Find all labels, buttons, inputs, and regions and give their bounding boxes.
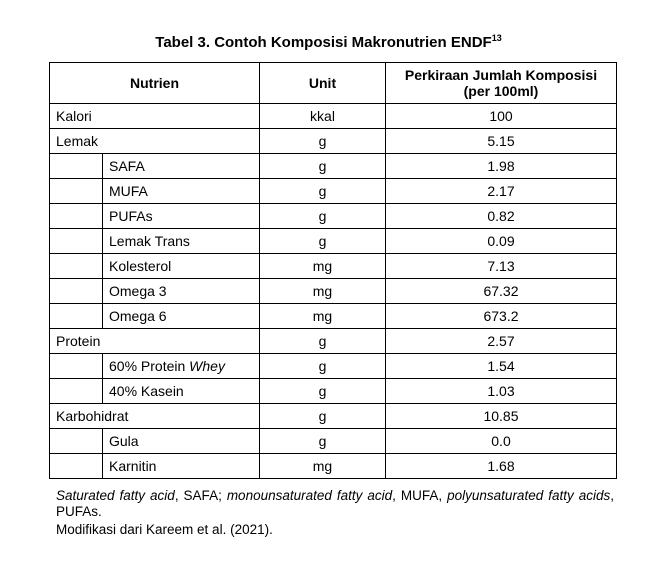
nutrient-value: 5.15 — [386, 129, 617, 154]
table-row — [50, 329, 617, 354]
nutrient-unit: mg — [260, 254, 386, 279]
nutrient-name: Omega 3 — [103, 279, 260, 304]
nutrient-name: Omega 6 — [103, 304, 260, 329]
indent-cell — [50, 304, 103, 329]
nutrient-unit: g — [260, 154, 386, 179]
table-row — [50, 129, 617, 154]
note-abbr-pufa: , PUFAs. — [56, 488, 614, 519]
nutrient-value: 1.54 — [386, 354, 617, 379]
table-header-row — [50, 63, 617, 104]
table-row — [50, 454, 617, 479]
nutrient-value: 10.85 — [386, 404, 617, 429]
nutrient-unit: mg — [260, 279, 386, 304]
source-citation: Modifikasi dari Kareem et al. (2021). — [56, 522, 273, 537]
nutrient-value: 67.32 — [386, 279, 617, 304]
indent-cell — [50, 179, 103, 204]
table-title — [0, 33, 657, 51]
table-row — [50, 254, 617, 279]
table-row — [50, 229, 617, 254]
nutrient-name: Kolesterol — [103, 254, 260, 279]
nutrient-unit: g — [260, 354, 386, 379]
nutrient-value: 1.03 — [386, 379, 617, 404]
nutrient-value: 1.68 — [386, 454, 617, 479]
header-nutrient: Nutrien — [50, 63, 260, 104]
table-title-text: Tabel 3. Contoh Komposisi Makronutrien ENDF — [155, 34, 492, 51]
table-row — [50, 104, 617, 129]
nutrient-value: 1.98 — [386, 154, 617, 179]
nutrient-name: Karnitin — [103, 454, 260, 479]
indent-cell — [50, 254, 103, 279]
indent-cell — [50, 354, 103, 379]
nutrient-value: 2.17 — [386, 179, 617, 204]
table-row — [50, 429, 617, 454]
nutrient-name: Karbohidrat — [50, 404, 260, 429]
nutrient-value: 2.57 — [386, 329, 617, 354]
table-row — [50, 404, 617, 429]
nutrient-name-prefix: 60% Protein — [109, 358, 190, 374]
nutrient-name-italic: Whey — [189, 358, 225, 374]
nutrient-value: 0.82 — [386, 204, 617, 229]
nutrient-unit: g — [260, 429, 386, 454]
nutrient-unit: g — [260, 179, 386, 204]
note-term-mufa: monounsaturated fatty acid — [226, 488, 393, 503]
nutrient-value: 0.0 — [386, 429, 617, 454]
nutrient-unit: mg — [260, 454, 386, 479]
nutrient-name: 40% Kasein — [103, 379, 260, 404]
indent-cell — [50, 229, 103, 254]
table-row — [50, 204, 617, 229]
indent-cell — [50, 429, 103, 454]
table-row — [50, 304, 617, 329]
indent-cell — [50, 454, 103, 479]
table-row — [50, 179, 617, 204]
nutrient-name: Lemak Trans — [103, 229, 260, 254]
nutrient-unit: mg — [260, 304, 386, 329]
nutrient-name: MUFA — [103, 179, 260, 204]
nutrient-unit: g — [260, 204, 386, 229]
table-row — [50, 354, 617, 379]
header-amount — [386, 63, 617, 104]
header-unit: Unit — [260, 63, 386, 104]
header-amount-line2: (per 100ml) — [463, 83, 539, 99]
title-reference-superscript: 13 — [491, 33, 502, 43]
nutrient-name: Protein — [50, 329, 260, 354]
abbreviation-note — [56, 488, 614, 520]
nutrient-unit: kkal — [260, 104, 386, 129]
nutrient-name: Kalori — [50, 104, 260, 129]
nutrient-unit: g — [260, 379, 386, 404]
note-abbr-safa: , SAFA; — [174, 488, 227, 503]
table-row — [50, 279, 617, 304]
nutrient-unit: g — [260, 329, 386, 354]
nutrient-value: 100 — [386, 104, 617, 129]
table-row — [50, 379, 617, 404]
nutrient-table — [49, 62, 617, 479]
nutrient-name — [103, 354, 260, 379]
indent-cell — [50, 204, 103, 229]
indent-cell — [50, 154, 103, 179]
indent-cell — [50, 379, 103, 404]
table-row — [50, 154, 617, 179]
nutrient-name: Lemak — [50, 129, 260, 154]
header-amount-line1: Perkiraan Jumlah Komposisi — [404, 67, 598, 83]
nutrient-name: SAFA — [103, 154, 260, 179]
nutrient-unit: g — [260, 129, 386, 154]
indent-cell — [50, 279, 103, 304]
nutrient-unit: g — [260, 229, 386, 254]
nutrient-unit: g — [260, 404, 386, 429]
nutrient-name: PUFAs — [103, 204, 260, 229]
nutrient-value: 0.09 — [386, 229, 617, 254]
nutrient-name: Gula — [103, 429, 260, 454]
nutrient-value: 673.2 — [386, 304, 617, 329]
nutrient-value: 7.13 — [386, 254, 617, 279]
note-term-safa: Saturated fatty acid — [56, 488, 175, 503]
note-abbr-mufa: , MUFA, — [392, 488, 448, 503]
note-term-pufa: polyunsaturated fatty acids — [447, 488, 611, 503]
